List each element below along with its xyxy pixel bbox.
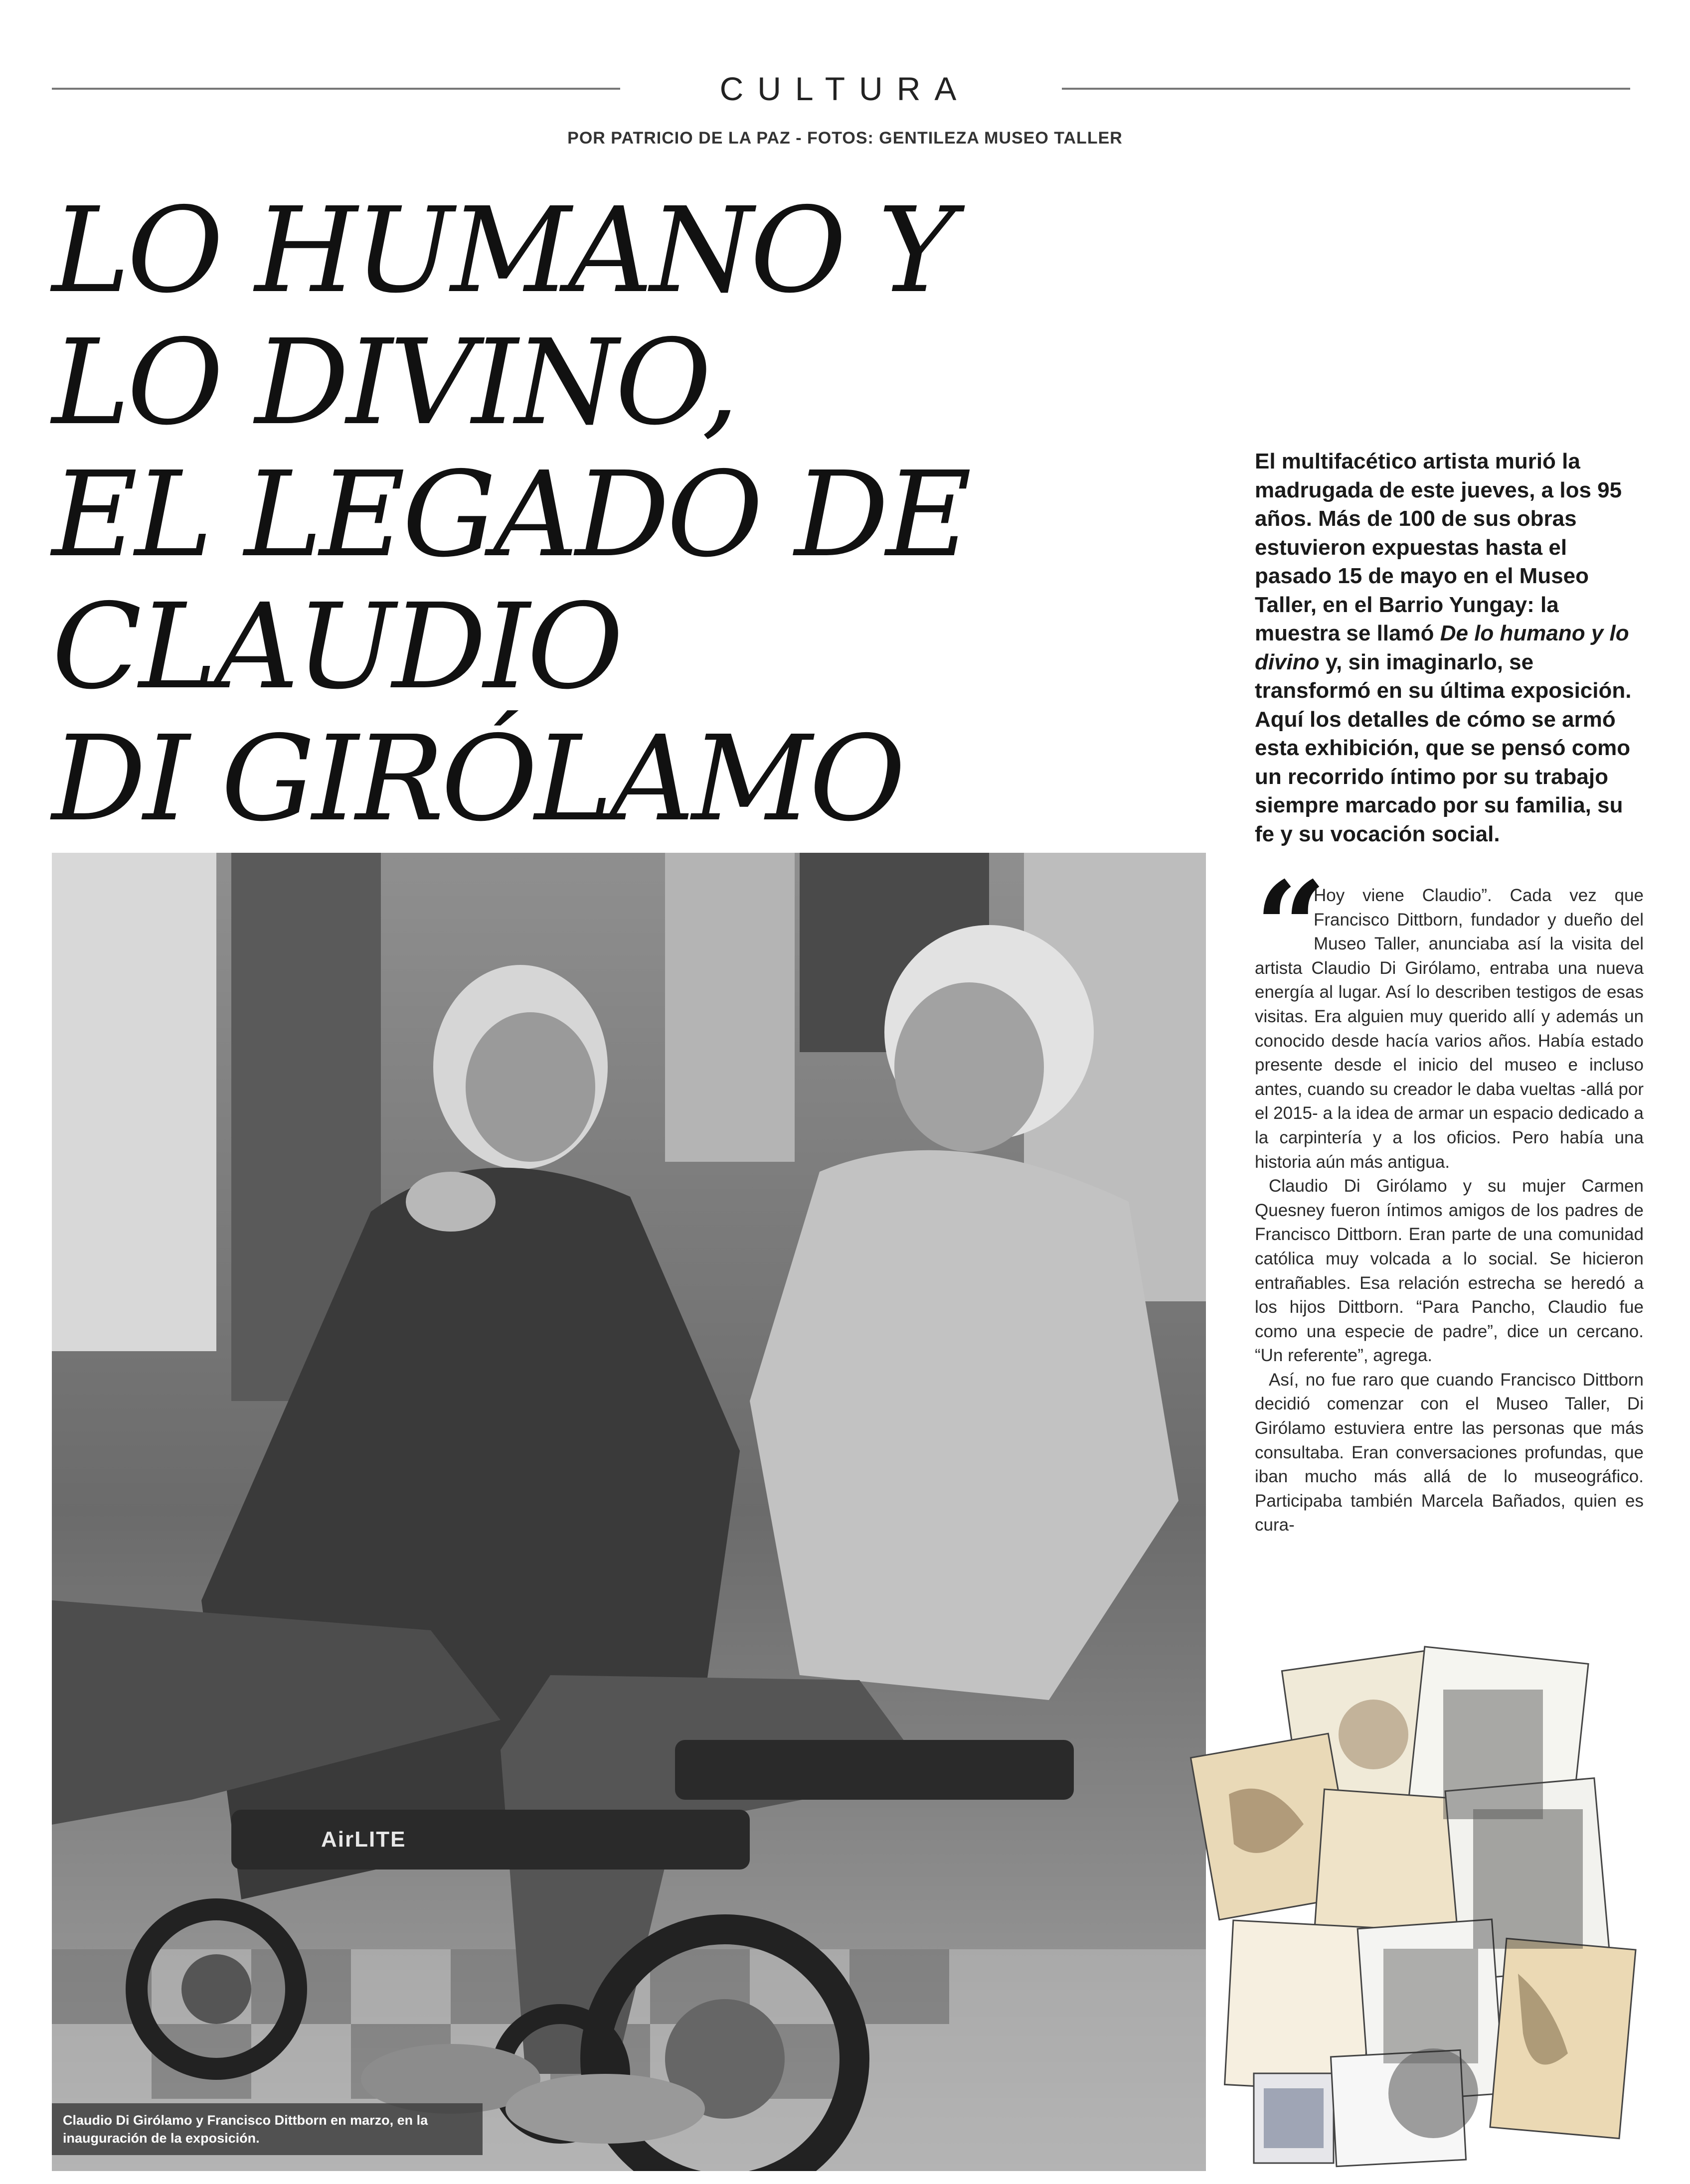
standfirst-text: El multifacético artista murió la madrugada de este jueves, a los 95 años. Más de 100 de sus obras estuvieron expuestas hasta el pasado 15 de mayo en el Museo Taller, en el Barrio Yungay: la muestra se llamó — [1255, 449, 1622, 645]
body-paragraph — [1255, 884, 1644, 1174]
article-body — [1255, 884, 1644, 1538]
artworks-collage — [1104, 1645, 1663, 2173]
byline: POR PATRICIO DE LA PAZ - FOTOS: GENTILEZA MUSEO TALLER — [567, 129, 1123, 148]
headline — [52, 184, 1198, 845]
section-label: CULTURA — [719, 70, 971, 107]
photo-illustration — [52, 853, 1206, 2171]
headline-line: CLAUDIO — [52, 578, 621, 715]
main-photo — [52, 853, 1206, 2171]
body-paragraph: Claudio Di Girólamo y su mujer Carmen Quesney fueron íntimos amigos de los padres de Francisco Dittborn. Eran parte de una comunidad católica muy volcada a lo social. Se hicieron entrañables. Esa relación estrecha se heredó a los hijos Dittborn. “Para Pancho, Claudio fue como una especie de padre”, dice un cercano. “Un referente”, agrega. — [1255, 1176, 1644, 1366]
header-rule-right — [1062, 88, 1630, 90]
headline-line: EL LEGADO DE — [52, 446, 969, 583]
standfirst — [1255, 447, 1644, 848]
body-paragraph-text: Hoy viene Claudio”. Cada vez que Francisco Dittborn, fundador y dueño del Museo Taller, anunciaba así la visita del artista Claudio Di Girólamo, entraba una nueva energía al lugar. Así lo describen testigos de esas visitas. Era alguien muy querido allí y además un conocido desde hacía varios años. Había estado presente desde el inicio del museo e incluso antes, cuando su creador le daba vueltas -allá por el 2015- a la idea de armar un espacio dedicado a la carpintería y a los oficios. Pero había una historia aún más antigua. — [1255, 886, 1644, 1172]
body-paragraph: Así, no fue raro que cuando Francisco Dittborn decidió comenzar con el Museo Taller, Di Girólamo estuviera entre las personas que más consultaba. Eran conversaciones profundas, que iban mucho más allá de lo museográfico. Participaba también Marcela Bañados, quien es cura- — [1255, 1370, 1644, 1535]
wheelchair-brand: AirLITE — [321, 1827, 406, 1852]
headline-line: LO HUMANO Y — [52, 182, 953, 319]
headline-line: LO DIVINO, — [52, 314, 736, 451]
exhibition-title: De lo humano y lo divino — [1255, 621, 1629, 674]
artworks-illustration — [1104, 1645, 1663, 2173]
quote-mark: “ — [1255, 854, 1327, 1000]
headline-line: DI GIRÓLAMO — [52, 710, 903, 847]
photo-caption: Claudio Di Girólamo y Francisco Dittborn en marzo, en la inauguración de la exposición. — [52, 2103, 483, 2155]
standfirst-text: y, sin imaginarlo, se transformó en su última exposición. Aquí los detalles de cómo se armó esta exhibición, que se pensó como un recorrido íntimo por su trabajo siempre marcado por su familia, su fe y su vocación social. — [1255, 649, 1632, 846]
header-rule-left — [52, 88, 620, 90]
